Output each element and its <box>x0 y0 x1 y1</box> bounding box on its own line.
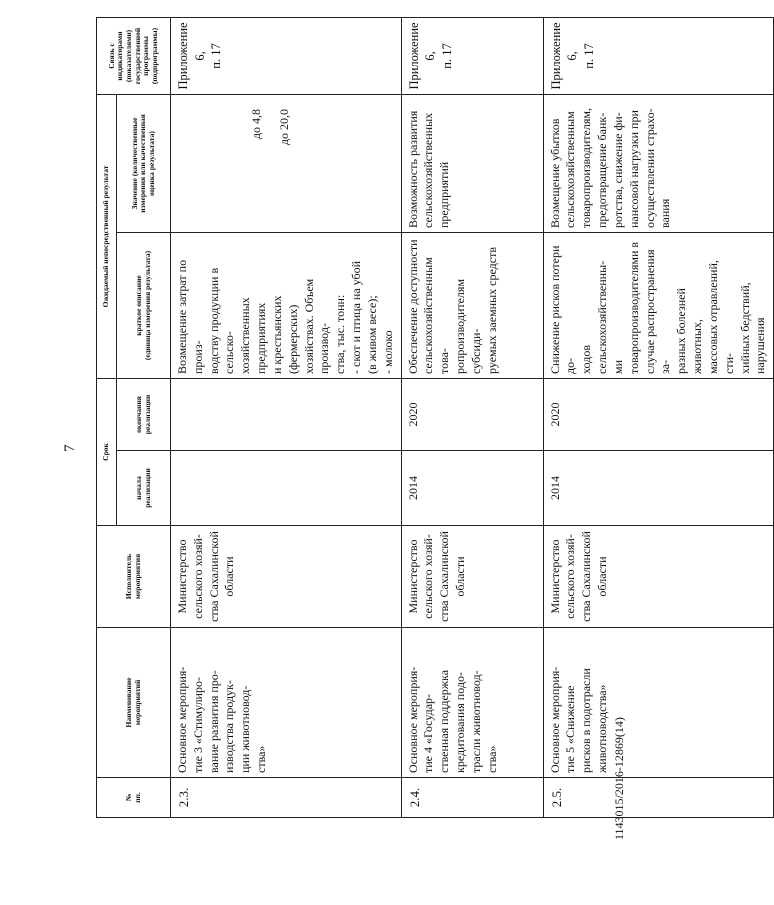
row-number: 2.4. <box>401 778 543 818</box>
table-row <box>543 17 774 817</box>
header-num: № пп. <box>97 778 171 818</box>
result-values <box>171 94 402 232</box>
executor: Министерство сельского хозяй- ства Сахалинской области <box>543 526 774 628</box>
indicator-link: Приложение 6, п. 17 <box>171 17 402 94</box>
header-name: Наименование мероприятий <box>97 628 171 778</box>
row-number: 2.3. <box>171 778 402 818</box>
start-year <box>171 451 402 526</box>
executor: Министерство сельского хозяй- ства Сахалинской области <box>401 526 543 628</box>
header-end: окончания реализации <box>117 378 171 450</box>
document-code: 1143015/2016-12869(14) <box>612 717 626 840</box>
result-description: Снижение рисков потери до- ходов сельскохозяйственны- ми товаропроизводителями в случае распространения за- разных болезней животных, массовых отравлений, сти- хийных бедствий, нарушения <box>543 232 774 378</box>
value-livestock: до 4,8 <box>249 108 263 140</box>
result-value: Возмещение убытков сельскохозяйственным товаропроизводителям, предотвращение банк- ротства, снижение фи- нансовой нагрузки при осуществлении страхо- вания <box>543 94 774 232</box>
start-year: 2014 <box>401 451 543 526</box>
end-year: 2020 <box>401 378 543 450</box>
indicator-link: Приложение 6, п. 17 <box>543 17 774 94</box>
header-short-desc: краткое описание (единица измерения результата) <box>117 232 171 378</box>
measure-name: Основное мероприя- тие 4 «Государ- ственная поддержка кредитования подо- трасли животновод- ства» <box>401 628 543 778</box>
end-year: 2020 <box>543 378 774 450</box>
header-result: Ожидаемый непосредственный результат <box>97 94 117 378</box>
start-year: 2014 <box>543 451 774 526</box>
program-measures-table <box>96 17 774 818</box>
measure-name: Основное мероприя- тие 5 «Снижение рисков в подотрасли животноводства» <box>543 628 774 778</box>
header-start: начала реализации <box>117 451 171 526</box>
executor: Министерство сельского хозяй- ства Сахалинской области <box>171 526 402 628</box>
result-description: Обеспечение доступности сельскохозяйственным това- ропроизводителям субсиди- руемых заемных средств <box>401 232 543 378</box>
table-row <box>171 17 402 817</box>
measure-name: Основное мероприя- тие 3 «Стимулиро- вание развития про- изводства продук- ции животновод- ства» <box>171 628 402 778</box>
end-year <box>171 378 402 450</box>
header-link: Связь с индикаторами (показателями) государственной программы (подпрограммы) <box>97 17 171 94</box>
result-value: Возможность развития сельскохозяйственных предприятий <box>401 94 543 232</box>
result-description: Возмещение затрат по произ- водству продукции в сельско- хозяйственных предприятиях и крестьянских (фермерских) хозяйствах. Объем производ- ства, тыс. тонн: - скот и птица на убой (в живом весе); - молоко <box>171 232 402 378</box>
value-milk: до 20,0 <box>276 108 291 146</box>
table-row <box>401 17 543 817</box>
page-number: 7 <box>62 444 78 452</box>
row-number: 2.5. <box>543 778 774 818</box>
header-term: Срок <box>97 378 117 525</box>
header-executor: Исполнитель мероприятия <box>97 526 171 628</box>
header-value: Значение (количественные измерения или качественная оценка результата) <box>117 94 171 232</box>
indicator-link: Приложение 6, п. 17 <box>401 17 543 94</box>
